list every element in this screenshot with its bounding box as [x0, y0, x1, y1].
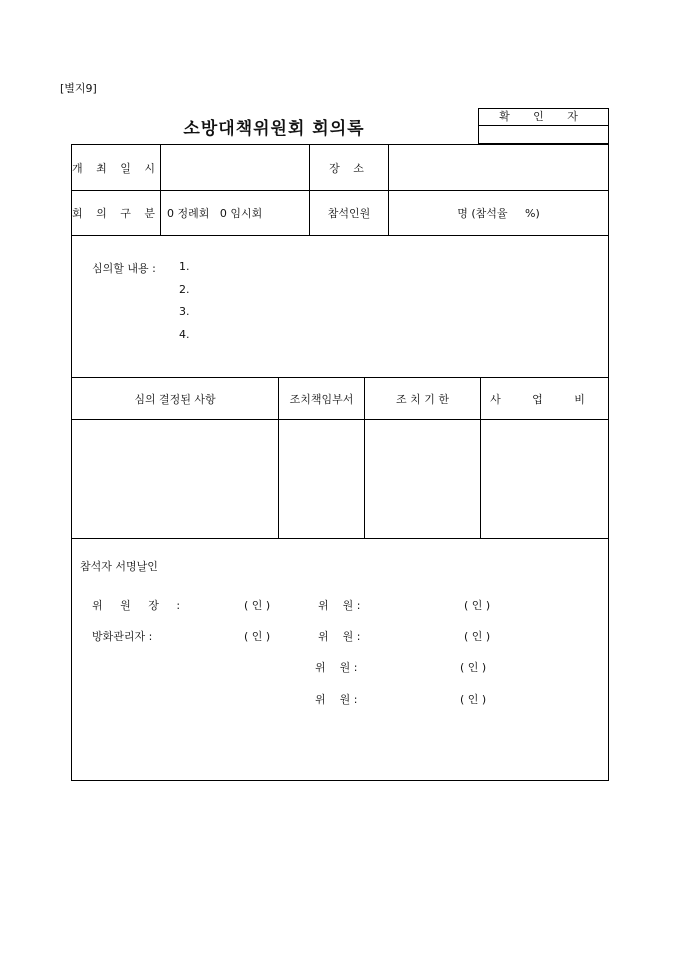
document-title: 소방대책위원회 회의록 [183, 119, 365, 139]
budget-header: 사 업 비 [490, 392, 599, 406]
agenda-label: 심의할 내용 : [92, 262, 156, 275]
agenda-item: 4. [179, 328, 190, 341]
decision-header: 심의 결정된 사항 [134, 392, 216, 406]
member-seal[interactable]: ( 인 ) [460, 693, 487, 706]
budget-cell[interactable] [481, 420, 608, 538]
member-role: 위 원 : [318, 599, 361, 612]
chair-role: 위 원 장 : [92, 599, 188, 612]
attendance-field[interactable]: 명 (참석율 %) [457, 207, 540, 220]
attachment-label: [별지9] [60, 82, 97, 95]
divider [72, 235, 608, 236]
member-role: 위 원 : [315, 693, 358, 706]
confirm-label: 확 인 자 [479, 109, 608, 126]
department-cell[interactable] [279, 420, 364, 538]
decision-cell[interactable] [72, 420, 278, 538]
agenda-item: 2. [179, 283, 190, 296]
agenda-item: 1. [179, 260, 190, 273]
member-seal[interactable]: ( 인 ) [460, 661, 487, 674]
signatures-title: 참석자 서명날인 [80, 560, 158, 573]
member-role: 위 원 : [315, 661, 358, 674]
meeting-type-options[interactable]: 0 정례회 0 임시회 [167, 207, 263, 220]
agenda-item: 3. [179, 305, 190, 318]
meeting-minutes-form [71, 144, 609, 781]
place-label: 장 소 [329, 161, 369, 175]
fire-manager-seal[interactable]: ( 인 ) [244, 630, 271, 643]
meeting-type-label: 회 의 구 분 [72, 207, 160, 220]
attendance-label: 참석인원 [327, 207, 371, 220]
deadline-header: 조 치 기 한 [396, 392, 449, 406]
member-seal[interactable]: ( 인 ) [464, 630, 491, 643]
member-role: 위 원 : [318, 630, 361, 643]
deadline-cell[interactable] [365, 420, 480, 538]
department-header: 조치책임부서 [289, 392, 354, 406]
date-label: 개 최 일 시 [72, 161, 160, 175]
chair-seal[interactable]: ( 인 ) [244, 599, 271, 612]
confirm-signature-field[interactable] [479, 126, 608, 143]
confirm-box [478, 108, 609, 144]
place-field[interactable] [389, 145, 608, 190]
divider [72, 538, 608, 539]
date-field[interactable] [161, 145, 309, 190]
member-seal[interactable]: ( 인 ) [464, 599, 491, 612]
fire-manager-role: 방화관리자 : [92, 630, 153, 643]
